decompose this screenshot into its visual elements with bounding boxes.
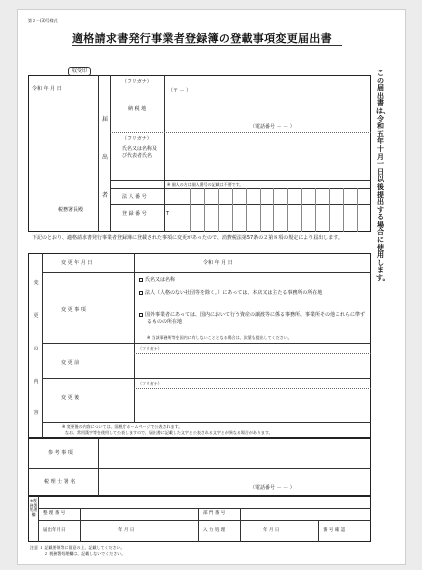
furigana-label-2: （フリガナ）: [122, 136, 152, 142]
form-number: 第２－(3)号様式: [28, 18, 58, 23]
side-char-2: 更: [33, 313, 39, 319]
number-check-label: 番 号 確 認: [323, 528, 346, 533]
checkbox-foreign-office[interactable]: [139, 313, 143, 317]
tax-accountant-phone[interactable]: （電話番号 － － ）: [250, 485, 295, 491]
digit-cell[interactable]: [246, 188, 260, 204]
digit-cell[interactable]: [357, 188, 371, 204]
reference-section: [28, 438, 371, 496]
intro-text: 下記のとおり、適格請求書発行事業者登録簿に登載された事項に変更があったので、消費税法第57条の２第８項の規定により届出します。: [32, 235, 343, 241]
before-furigana: （フリガナ）: [138, 346, 162, 351]
digit-cell[interactable]: [260, 188, 274, 204]
digit-cell[interactable]: [204, 188, 218, 204]
tax-office-label: 税務署長殿: [58, 207, 84, 213]
digit-cell[interactable]: [204, 204, 218, 232]
digit-cell[interactable]: [190, 204, 204, 232]
checkbox-name[interactable]: [139, 278, 143, 282]
todoke-char: 届: [102, 116, 109, 123]
digit-cell[interactable]: [343, 188, 357, 204]
receipt-date-value: 年 月 日: [118, 528, 135, 533]
digit-cell[interactable]: [329, 188, 343, 204]
office-use-side-label: ※税務署処理欄: [29, 498, 38, 517]
digit-cell[interactable]: [260, 204, 274, 232]
after-furigana: （フリガナ）: [138, 381, 162, 386]
change-item-label: 変 更 事 項: [61, 307, 86, 313]
before-label: 変 更 前: [61, 360, 80, 366]
option3-note: ※ 当該事務所等を国内に有しないこととなる場合は、次葉も提出してください。: [147, 335, 292, 340]
de-char: 出: [102, 154, 109, 161]
digit-cell[interactable]: [315, 188, 329, 204]
received-stamp: 収受印: [68, 67, 91, 76]
digit-cell[interactable]: [232, 188, 246, 204]
digit-cell[interactable]: [246, 204, 260, 232]
side-char-4: 内: [33, 379, 39, 385]
footnote-2: ２ 税務署処理欄は、記載しないでください。: [44, 551, 126, 556]
digit-cell[interactable]: [218, 204, 232, 232]
checkbox-head-office[interactable]: [139, 291, 143, 295]
digit-cell[interactable]: [329, 204, 343, 232]
title-underline: [72, 45, 342, 46]
digit-cell[interactable]: [190, 188, 204, 204]
side-char-3: の: [33, 346, 39, 352]
side-char-1: 変: [33, 280, 39, 286]
digit-cell[interactable]: [218, 188, 232, 204]
reg-t-mark: T: [166, 211, 170, 217]
entry-process-value: 年 月 日: [263, 528, 280, 533]
option-foreign-office[interactable]: 国外事業者にあっては、国内において行う資産の譲渡等に係る事務所、事業所その他これらに準ずるものの所在地: [139, 312, 365, 326]
ref-num-label: 整 理 番 号: [43, 511, 66, 516]
furigana-label: （フリガナ）: [122, 79, 152, 85]
receipt-date-label: 届出年月日: [43, 528, 66, 533]
name-label: 氏名又は名称及び代表者氏名: [122, 146, 158, 159]
digit-cell[interactable]: [315, 204, 329, 232]
mono-char: 者: [102, 192, 109, 199]
change-note-2: なお、常用漢字等を使用して公表しますので、届出書に記載した文字と公表される文字とが異なる場合があります。: [65, 430, 273, 435]
form-page: [17, 9, 406, 565]
change-note-1: ※ 変更後の内容については、国税庁ホームページで公表されます。: [62, 424, 183, 429]
change-date-label: 変 更 年 月 日: [61, 260, 93, 266]
entry-process-label: 入 力 処 理: [203, 528, 226, 533]
postal-field[interactable]: （〒 － ）: [168, 88, 192, 94]
digit-cell[interactable]: [232, 204, 246, 232]
digit-cell[interactable]: [301, 188, 315, 204]
footnote-1: 注意 １ 記載要領等に留意の上、記載してください。: [30, 545, 125, 550]
reference-label: 参 考 事 項: [48, 450, 73, 456]
option-head-office[interactable]: 法人（人格のない社団等を除く。）にあっては、本店又は主たる事務所の所在地: [139, 290, 365, 297]
side-note: この届出書は、令和五年十月一日以後提出する場合に使用します。: [376, 69, 390, 283]
corp-number-label: 法 人 番 号: [122, 194, 147, 200]
after-label: 変 更 後: [61, 395, 80, 401]
digit-cell[interactable]: [273, 204, 287, 232]
phone-field[interactable]: （電話番号 － － ）: [250, 124, 295, 130]
digit-cell[interactable]: [357, 204, 371, 232]
tax-place-label: 納 税 地: [128, 106, 147, 112]
submission-date: 令和 年 月 日: [32, 86, 62, 92]
digit-cell[interactable]: [287, 188, 301, 204]
reg-number-label: 登 録 番 号: [122, 211, 147, 217]
digit-cell[interactable]: [343, 204, 357, 232]
individual-note: ※ 個人の方は個人番号の記載は不要です。: [167, 182, 244, 187]
digit-cell[interactable]: [287, 204, 301, 232]
form-title: 適格請求書発行事業者登録簿の登載事項変更届出書: [72, 32, 332, 45]
side-char-5: 容: [33, 410, 39, 416]
option-name[interactable]: 氏名又は名称: [139, 277, 365, 284]
digit-cell[interactable]: [273, 188, 287, 204]
digit-cell[interactable]: [301, 204, 315, 232]
dept-num-label: 部 門 番 号: [203, 511, 226, 516]
change-date-value[interactable]: 令和 年 月 日: [203, 260, 233, 266]
tax-accountant-label: 税 理 士 署 名: [44, 479, 76, 485]
